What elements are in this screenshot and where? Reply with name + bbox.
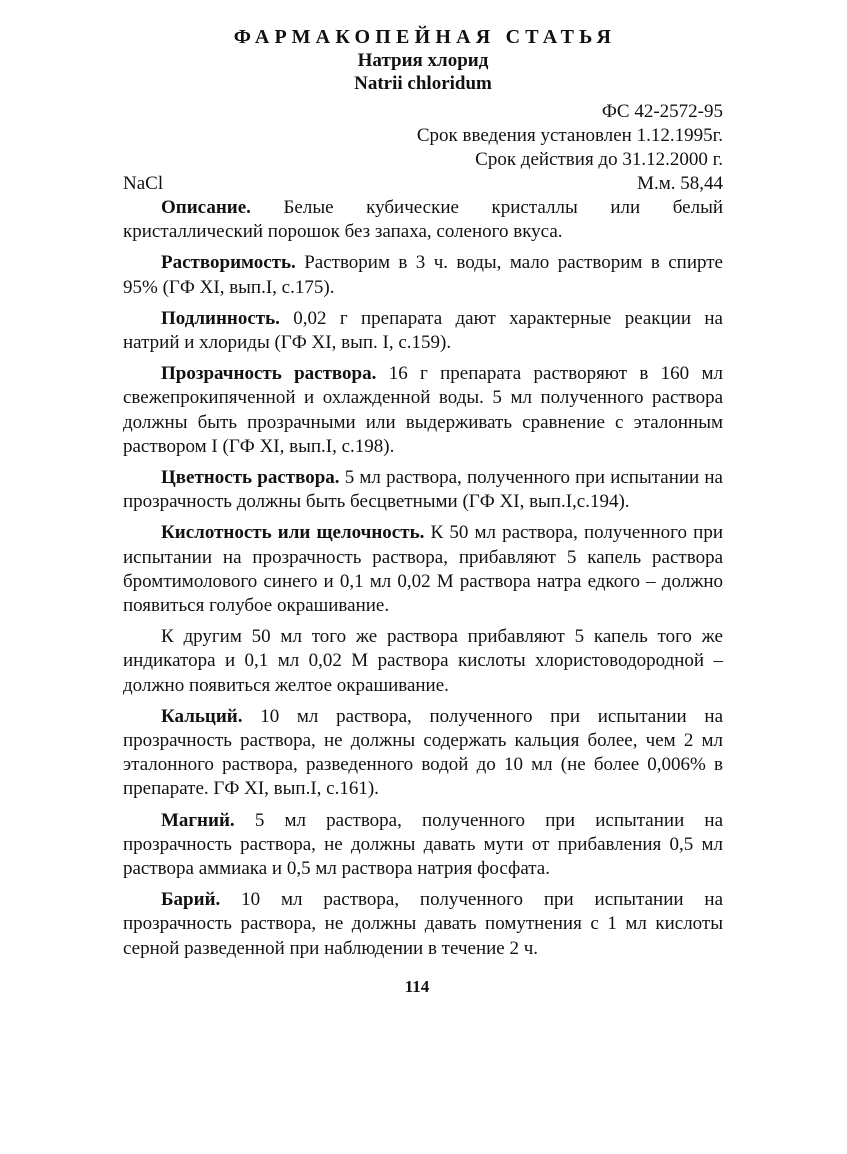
section-acidity: [123, 521, 723, 618]
section-text: 10 мл раствора, полученного при испытании на прозрачность раствора, не должны содержать кальция более, чем 2 мл эталонного раствора, разведенного водой до 10 мл (не более 0,006% в препарате. ГФ XI, вып.I, с.161).: [123, 705, 723, 800]
section-label: Кислотность или щелочность.: [161, 522, 425, 544]
section-text: Растворим в 3 ч. воды, мало растворим в спирте 95% (ГФ XI, вып.I, с.175).: [123, 252, 723, 298]
section-label: Подлинность.: [161, 307, 280, 329]
section-color: [123, 466, 723, 514]
section-label: Барий.: [161, 889, 221, 911]
section-calcium: [123, 705, 723, 802]
document-header: [123, 26, 723, 95]
formula-row: [123, 172, 723, 196]
document-page: [123, 26, 723, 999]
section-magnesium: [123, 809, 723, 882]
section-text: Белые кубические кристаллы или белый кристаллический порошок без запаха, соленого вкуса.: [123, 197, 723, 243]
section-text: 10 мл раствора, полученного при испытании на прозрачность раствора, не должны давать помутнения с 1 мл кислоты серной разведенной при наблюдении в течение 2 ч.: [123, 889, 723, 959]
effective-date: Срок введения установлен 1.12.1995г.: [416, 125, 723, 146]
section-label: Цветность раствора.: [161, 467, 340, 489]
document-meta: [123, 100, 723, 172]
section-identification: [123, 307, 723, 355]
section-barium: [123, 888, 723, 961]
section-solubility: [123, 251, 723, 299]
chemical-formula: NaCl: [123, 173, 164, 194]
section-text: К другим 50 мл того же раствора прибавляют 5 капель того же индикатора и 0,1 мл 0,02 М раствора кислоты хлористоводородной – должно появиться желтое окрашивание.: [123, 626, 723, 696]
section-description: [123, 196, 723, 244]
valid-until: Срок действия до 31.12.2000 г.: [475, 149, 723, 170]
section-text: 0,02 г препарата дают характерные реакции на натрий и хлориды (ГФ XI, вып. I, с.159).: [123, 307, 723, 354]
section-text: 16 г препарата растворяют в 160 мл свежепрокипяченной и охлажденной воды. 5 мл полученного раствора должны быть прозрачными или выдерживать сравнение с эталонным раствором I (ГФ XI, вып.I, с.198).: [123, 363, 723, 457]
substance-name-lat: Natrii chloridum: [354, 73, 492, 94]
section-acidity-continued: [123, 625, 723, 698]
document-title: ФАРМАКОПЕЙНАЯ СТАТЬЯ: [233, 26, 617, 48]
section-text: 5 мл раствора, полученного при испытании на прозрачность должны быть бесцветными (ГФ XI, вып.I,с.194).: [123, 467, 723, 513]
section-label: Растворимость.: [161, 252, 296, 274]
section-label: Описание.: [161, 197, 251, 218]
standard-code: ФС 42-2572-95: [601, 101, 723, 122]
section-label: Прозрачность раствора.: [161, 363, 377, 385]
substance-name-ru: Натрия хлорид: [357, 50, 489, 71]
section-clarity: [123, 362, 723, 459]
section-label: Магний.: [161, 809, 235, 831]
molecular-mass: М.м. 58,44: [637, 173, 723, 194]
section-text: 5 мл раствора, полученного при испытании на прозрачность раствора, не должны давать мути от прибавления 0,5 мл раствора аммиака и 0,5 мл раствора натрия фосфата.: [123, 809, 723, 880]
section-label: Кальций.: [161, 705, 243, 727]
page-number: 114: [404, 976, 430, 996]
section-text: К 50 мл раствора, полученного при испытании на прозрачность раствора, прибавляют 5 капель раствора бромтимолового синего и 0,1 мл 0,02 М раствора натра едкого – должно появиться голубое окрашивание.: [123, 522, 723, 617]
